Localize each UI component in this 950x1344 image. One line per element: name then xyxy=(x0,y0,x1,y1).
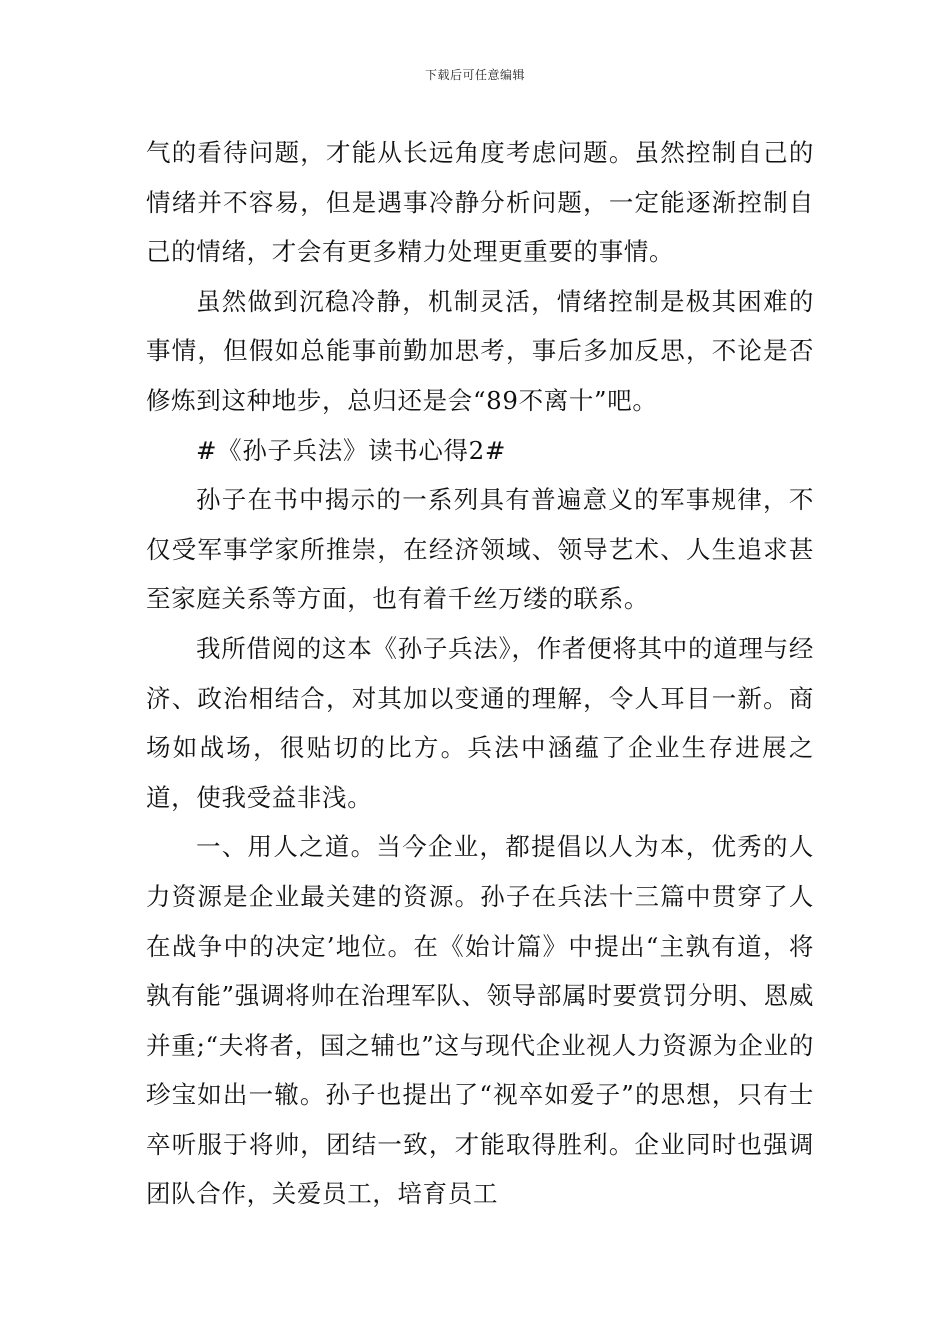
paragraph: 我所借阅的这本《孙子兵法》，作者便将其中的道理与经济、政治相结合，对其加以变通的理解，令人耳目一新。商场如战场，很贴切的比方。兵法中涵蕴了企业生存进展之道，使我受益非浅。 xyxy=(146,633,814,812)
paragraph-continuation: 气的看待问题，才能从长远角度考虑问题。虽然控制自己的情绪并不容易，但是遇事冷静分析问题，一定能逐渐控制自己的情绪，才会有更多精力处理更重要的事情。 xyxy=(146,138,814,267)
paragraph: 孙子在书中揭示的一系列具有普遍意义的军事规律，不仅受军事学家所推崇，在经济领域、领导艺术、人生追求甚至家庭关系等方面，也有着千丝万缕的联系。 xyxy=(146,485,814,614)
page-header-note: 下载后可任意编辑 xyxy=(424,68,525,82)
section-heading: #《孙子兵法》读书心得2# xyxy=(196,435,507,465)
paragraph: 虽然做到沉稳冷静，机制灵活，情绪控制是极其困难的事情，但假如总能事前勤加思考，事后多加反思，不论是否修炼到这种地步，总归还是会“89不离十”吧。 xyxy=(146,286,814,415)
paragraph: 一、用人之道。当今企业，都提倡以人为本，优秀的人力资源是企业最关建的资源。孙子在兵法十三篇中贯穿了人在战争中的决定’地位。在《始计篇》中提出“主孰有道，将孰有能”强调将帅在治理军队、领导部属时要赏罚分明、恩威并重;“夫将者，国之辅也”这与现代企业视人力资源为企业的珍宝如出一辙。孙子也提出了“视卒如爱子”的思想，只有士卒听服于将帅，团结一致，才能取得胜利。企业同时也强调团队合作，关爱员工，培育员工 xyxy=(146,832,814,1209)
document-body xyxy=(146,128,814,1219)
